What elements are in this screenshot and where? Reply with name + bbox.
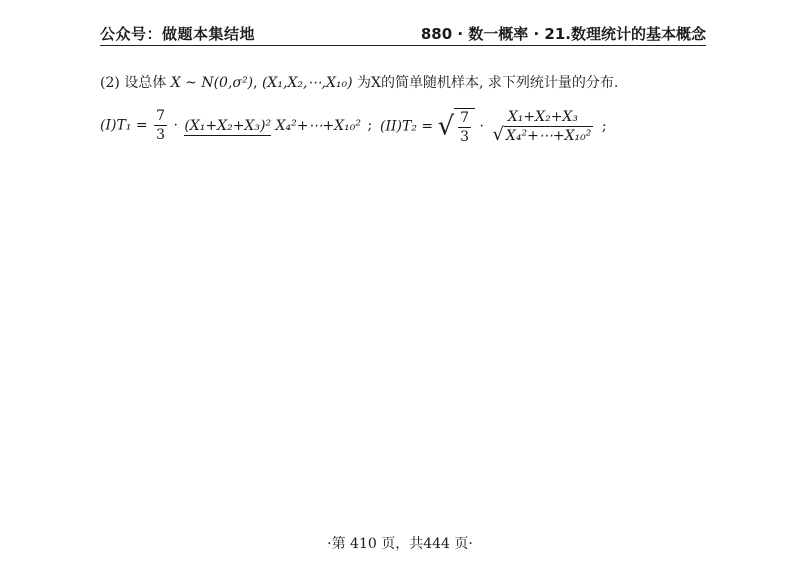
sqrt-radical-icon: √ [437, 111, 455, 142]
statistic-t2: T₂ = [401, 118, 434, 135]
sub-question-1-label: (I) [100, 117, 117, 134]
page-footer: ·第 410 页，共444 页· [327, 536, 473, 552]
coefficient-numerator-2: 7 [460, 110, 470, 126]
end-mark-2: ; [601, 118, 607, 135]
sample-vector: (X₁,X₂,⋯,X₁₀) [261, 75, 353, 91]
main-fraction-2 [490, 109, 595, 144]
dot-operator-1: · [173, 117, 178, 134]
sub-question-2-label: (II) [380, 118, 402, 135]
page-header [100, 21, 706, 46]
coefficient-denominator-1: 3 [156, 127, 165, 143]
problem-text-2: 为X的简单随机样本, 求下列统计量的分布. [357, 75, 619, 91]
population-distribution: X ~ N(0,σ²) [170, 75, 254, 91]
main-numerator-2: X₁+X₂+X₃ [507, 109, 579, 125]
coefficient-denominator-2: 3 [460, 129, 470, 145]
sqrt-body-2 [454, 108, 475, 145]
sub-question-2 [380, 108, 607, 145]
coefficient-sqrt-2 [438, 108, 476, 145]
problem-text-1: 设总体 [124, 75, 167, 91]
main-denominator-wrapper-2 [490, 125, 595, 144]
dot-operator-2: · [479, 118, 484, 135]
header-chapter: 880 · 数一概率 · 21.数理统计的基本概念 [420, 25, 706, 43]
statistic-t1: T₁ = [116, 117, 148, 134]
main-numerator-1: (X₁+X₂+X₃)² [184, 117, 272, 134]
header-source: 公众号：做题本集结地 [100, 25, 256, 43]
main-denominator-2: X₄²+⋯+X₁₀² [505, 128, 592, 144]
coefficient-fraction-1 [154, 108, 167, 143]
coefficient-fraction-2 [458, 110, 471, 145]
end-mark-1: ; [367, 117, 373, 134]
main-fraction-1 [184, 118, 361, 134]
coefficient-numerator-1: 7 [156, 108, 165, 124]
problem-number: (2) [100, 75, 120, 91]
problem-statement: (2) 设总体 X ~ N(0,σ²), (X₁,X₂,⋯,X₁₀) 为X的简单随机样本, 求下列统计量的分布. [100, 75, 619, 91]
main-denominator-1: X₄²+⋯+X₁₀² [275, 117, 361, 134]
sqrt-radical-icon: √ [492, 124, 504, 145]
sub-question-1 [100, 108, 372, 143]
